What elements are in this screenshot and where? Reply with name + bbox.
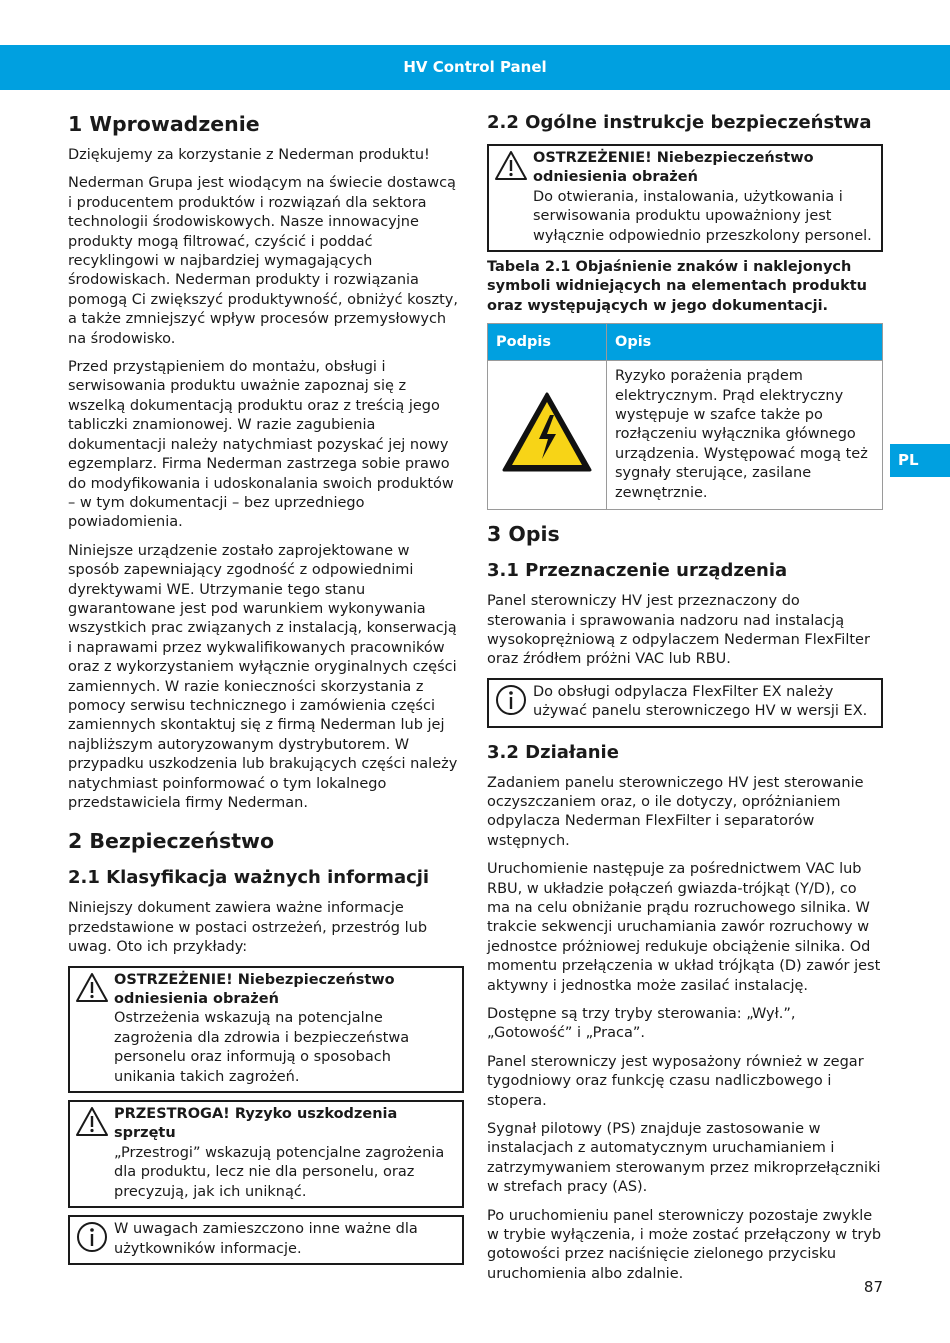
paragraph: Panel sterowniczy HV jest przeznaczony do sterowania i sprawowania nadzoru nad instalacją wysokoprężniową z odpylaczem Nederman FlexFilter oraz źródłem próżni VAC lub RBU.: [487, 593, 870, 668]
table-caption: Tabela 2.1 Objaśnienie znaków i naklejonych symboli widniejących na elementach produktu oraz występujących w jego dokumentacji.: [487, 259, 867, 314]
paragraph: Niniejsze urządzenie zostało zaprojektowane w sposób zapewniający zgodność z odpowiednimi dyrektywami WE. Utrzymanie tego stanu gwarantowane jest pod warunkiem wykonywania wszystkich prac związanych z instalacją, konserwacją i naprawami przez wykwalifikowanych pracowników oraz z wykorzystaniem wyłącznie oryginalnych części zamiennych. W razie konieczności skorzystania z pomocy serwisu technicznego i zamówienia części zamiennych skontaktuj się z firmą Nederman lub jej najbliższym autoryzowanym dystrybutorem. W przypadku uszkodzenia lub brakujących części należy natychmiast poinformować o tym lokalnego przedstawiciela firmy Nederman.: [68, 542, 458, 811]
paragraph: Przed przystąpieniem do montażu, obsługi i serwisowania produktu uważnie zapoznaj się z wszelką dokumentacją produktu oraz z treścią jego tabliczki znamionowej. W razie zagubienia dokumentacji należy natychmiast pozyskać jej nowy egzemplarz. Firma Nederman zastrzega sobie prawo do modyfikowania i udoskonalania swoich produktów – w tym dokumentacji – bez uprzedniego powiadomienia.: [68, 359, 454, 531]
paragraph: Dziękujemy za korzystanie z Nederman produktu!: [68, 147, 430, 163]
table-header-row: [488, 324, 883, 361]
table-header-cell: Opis: [607, 324, 883, 361]
caution-triangle-icon: [76, 1106, 108, 1138]
note-text: Do obsługi odpylacza FlexFilter EX należy używać panelu sterowniczego HV w wersji EX.: [533, 683, 868, 720]
paragraph: Nederman Grupa jest wiodącym na świecie dostawcą i producentem produktów i rozwiązań dla sektora technologii środowiskowych. Nasze innowacyjne produkty mogą filtrować, czyścić i poddać recyklingowi w najbardziej wymagających środowiskach. Nederman produkty i rozwiązania pomogą Ci zwiększyć produktywność, obniżyć koszty, a także zmniejszyć wpływ procesów przemysłowych na środowisko.: [68, 175, 458, 347]
left-column: [68, 108, 464, 1265]
page-number: 87: [863, 1278, 883, 1296]
paragraph: Zadaniem panelu sterowniczego HV jest sterowanie oczyszczaniem oraz, o ile dotyczy, opróżnianiem odpylacza Nederman FlexFilter i separatorów wstępnych.: [487, 774, 864, 849]
caution-text: „Przestrogi” wskazują potencjalne zagrożenia dla produktu, lecz nie dla personelu, oraz precyzują, jak ich uniknąć.: [114, 1144, 445, 1200]
warning-text: Ostrzeżenia wskazują na potencjalne zagrożenia dla zdrowia i bezpieczeństwa personelu oraz informują o sposobach unikania takich zagrożeń.: [114, 1010, 410, 1085]
right-column: [487, 108, 883, 1284]
warning-box: [487, 144, 883, 252]
table-cell-symbol: [488, 361, 607, 510]
note-box: [68, 1215, 464, 1265]
paragraph: Po uruchomieniu panel sterowniczy pozostaje zwykle w trybie wyłączenia, i może zostać przełączony w tryb gotowości przez naciśnięcie zielonego przycisku uruchomienia albo zdalnie.: [487, 1207, 882, 1282]
paragraph: Sygnał pilotowy (PS) znajduje zastosowanie w instalacjach z automatycznym uruchamianiem i zatrzymywaniem sterowanym przez mikroprzełączniki w strefach pracy (AS).: [487, 1121, 881, 1196]
section-3-heading: 3 Opis: [487, 522, 560, 547]
warning-box: [68, 966, 464, 1093]
warning-triangle-icon: [76, 972, 108, 1004]
info-icon: [495, 684, 527, 716]
caution-title: PRZESTROGA! Ryzyko uszkodzenia sprzętu: [114, 1106, 398, 1142]
language-tab: PL: [890, 444, 950, 477]
section-3-1-heading: 3.1 Przeznaczenie urządzenia: [487, 560, 788, 582]
paragraph: Niniejszy dokument zawiera ważne informacje przedstawione w postaci ostrzeżeń, przestróg lub uwag. Oto ich przykłady:: [68, 900, 428, 956]
section-3-2-heading: 3.2 Działanie: [487, 741, 619, 763]
paragraph: Uruchomienie następuje za pośrednictwem VAC lub RBU, w układzie połączeń gwiazda-trójkąt (Y/D), co ma na celu obniżanie prądu rozruchowego silnika. W trakcie sekwencji uruchamiania zawór rozruchowy w jednostce próżniowej redukuje obciążenie silnika. Od momentu przełączenia w układ trójkąta (D) zawór jest aktywny i jednostka może zasilać instalację.: [487, 861, 881, 994]
section-2-heading: 2 Bezpieczeństwo: [68, 829, 275, 854]
warning-title: OSTRZEŻENIE! Niebezpieczeństwo odniesienia obrażeń: [114, 971, 395, 1008]
table-cell-description: Ryzyko porażenia prądem elektrycznym. Prąd elektryczny występuje w szafce także po rozłączeniu wyłącznika głównego urządzenia. Występować mogą też sygnały sterujące, zasilane zewnętrznie.: [607, 361, 883, 510]
note-box: [487, 678, 883, 728]
warning-triangle-icon: [495, 150, 527, 182]
caution-box: [68, 1100, 464, 1208]
warning-text: Do otwierania, instalowania, użytkowania i serwisowania produktu upoważniony jest wyłącznie odpowiednio przeszkolony personel.: [533, 188, 872, 244]
symbols-table: [487, 323, 883, 510]
section-2-1-heading: 2.1 Klasyfikacja ważnych informacji: [68, 867, 430, 889]
section-2-2-heading: 2.2 Ogólne instrukcje bezpieczeństwa: [487, 112, 872, 133]
table-row: [488, 361, 883, 510]
paragraph: Dostępne są trzy tryby sterowania: „Wył.”, „Gotowość” i „Praca”.: [487, 1006, 796, 1042]
note-text: W uwagach zamieszczono inne ważne dla użytkowników informacje.: [114, 1221, 418, 1257]
paragraph: Panel sterowniczy jest wyposażony również w zegar tygodniowy oraz funkcję czasu nadliczbowego i stopera.: [487, 1053, 864, 1109]
electric-hazard-icon: [501, 391, 593, 473]
warning-title: OSTRZEŻENIE! Niebezpieczeństwo odniesienia obrażeń: [533, 150, 814, 186]
section-1-heading: 1 Wprowadzenie: [68, 112, 260, 136]
document-header-title: HV Control Panel: [403, 58, 547, 76]
info-icon: [76, 1221, 108, 1253]
table-header-cell: Podpis: [488, 324, 607, 361]
